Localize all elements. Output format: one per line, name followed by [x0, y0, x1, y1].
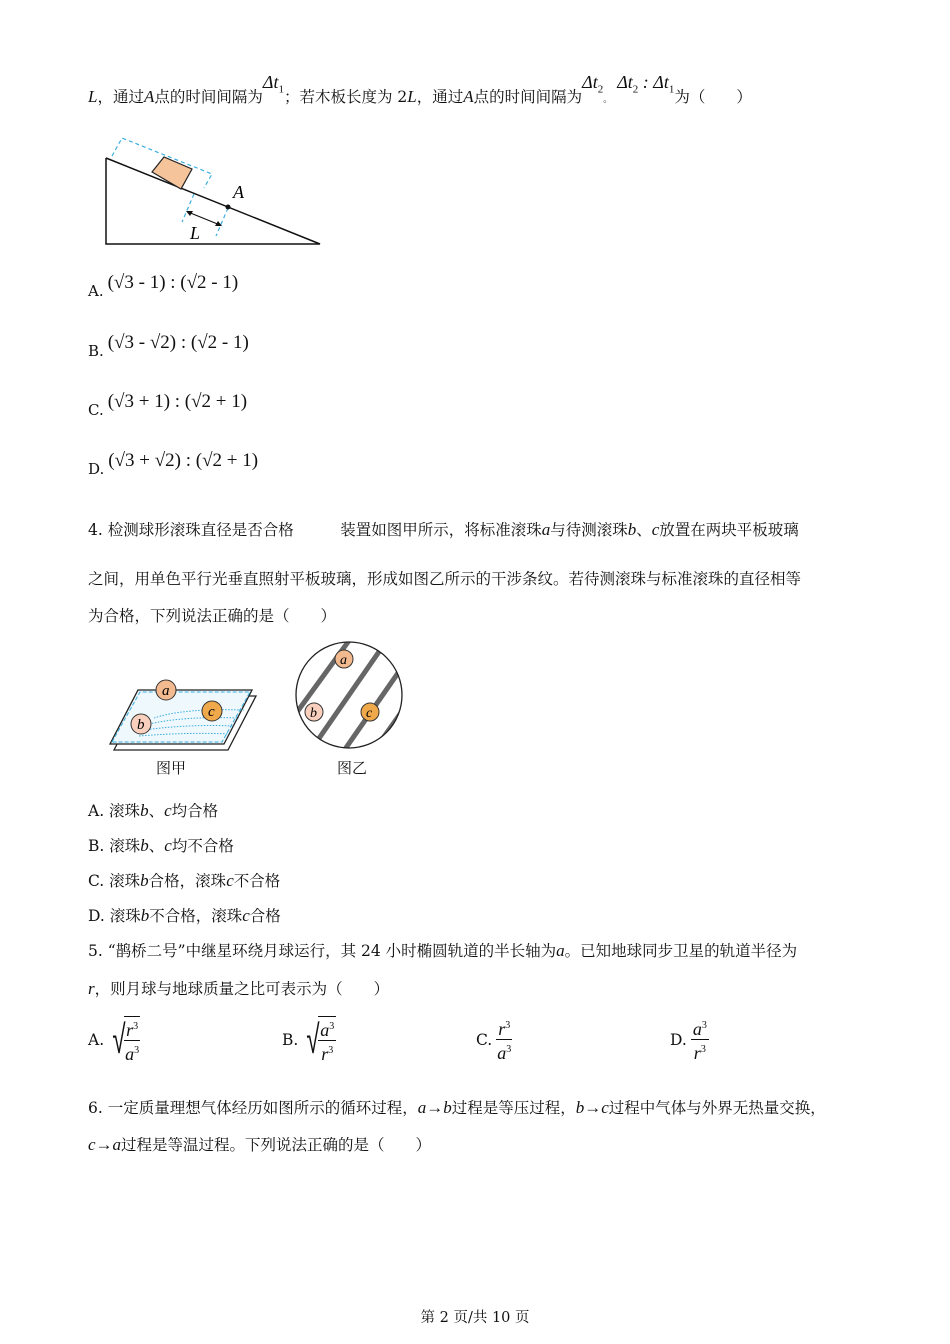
q4-stem-line2: 之间，用单色平行光垂直照射平板玻璃，形成如图乙所示的干涉条纹。若待测滚珠与标准滚珠的直径相等	[88, 570, 802, 588]
text: 过程是等温过程。下列说法正确的是（ ）	[121, 1136, 432, 1154]
fraction	[691, 1016, 709, 1063]
text: 均不合格	[171, 837, 234, 855]
exponent: 3	[328, 1045, 334, 1056]
text: 2	[632, 83, 639, 96]
block	[152, 157, 192, 189]
caption-jia: 图甲	[156, 759, 187, 777]
sqrt	[108, 1016, 140, 1064]
q3-option-b[interactable]	[88, 332, 249, 360]
option-formula: (√3 + 1) : (√2 + 1)	[107, 391, 248, 412]
radical-sign: √	[306, 1017, 320, 1063]
text: 点的时间间隔为	[473, 88, 583, 106]
ball-b-label: b	[310, 706, 317, 721]
text: ，则月球与地球质量之比可表示为（ ）	[94, 980, 390, 998]
incline-figure	[100, 132, 330, 250]
radical-sign: √	[112, 1017, 126, 1063]
text: Δt	[262, 72, 279, 92]
fraction	[496, 1016, 512, 1063]
q5-option-b[interactable]	[282, 1016, 336, 1064]
q4-option-a[interactable]	[88, 801, 218, 821]
text: 、	[148, 837, 165, 855]
option-formula: (√3 - 1) : (√2 - 1)	[107, 272, 239, 293]
text: 。已知地球同步卫星的轨道半径为	[564, 942, 798, 960]
option-letter: C.	[88, 401, 104, 419]
text: 1	[668, 83, 675, 96]
var: b	[627, 520, 637, 539]
text: Δt	[582, 72, 598, 92]
page-footer: 第 2 页/共 10 页	[420, 1310, 530, 1326]
point-A	[226, 205, 231, 210]
q5-option-c[interactable]	[476, 1016, 512, 1063]
numerator: r	[498, 1019, 506, 1039]
text: 不合格，滚珠	[149, 907, 243, 925]
q4-option-d[interactable]	[88, 906, 281, 926]
text: 1	[278, 83, 284, 96]
var: a	[556, 941, 565, 960]
text: 点的时间间隔为	[154, 88, 263, 106]
denominator: r	[693, 1043, 701, 1063]
var: c	[164, 801, 172, 820]
figure-yi	[294, 640, 406, 752]
exponent: 3	[701, 1020, 707, 1031]
denominator: a	[125, 1044, 135, 1064]
numerator: r	[126, 1020, 134, 1040]
text: A. 滚珠	[88, 802, 141, 820]
var: c	[226, 871, 234, 890]
ball-c-label: c	[208, 704, 215, 720]
numerator: a	[692, 1019, 702, 1039]
process-ab: a→b	[417, 1098, 452, 1117]
delta-t2	[582, 72, 604, 96]
q5-stem-line2	[88, 979, 389, 999]
var: c	[164, 836, 172, 855]
option-letter: C.	[476, 1030, 493, 1049]
text: 4. 检测球形滚珠直径是否合格 装置如图甲所示，将标准滚珠	[88, 521, 542, 539]
option-letter: B.	[282, 1031, 299, 1049]
text: 、	[636, 521, 652, 539]
denominator: a	[497, 1043, 507, 1063]
q4-stem-line1	[88, 520, 799, 540]
text: 放置在两块平板玻璃	[659, 521, 799, 539]
var: b	[140, 801, 149, 820]
var: r	[88, 979, 95, 998]
q6-stem-line2	[88, 1135, 431, 1155]
option-letter: D.	[670, 1030, 687, 1049]
caption-yi: 图乙	[337, 759, 368, 777]
figure-jia	[104, 668, 264, 752]
text: ，通过	[97, 88, 144, 106]
ball-c-label: c	[366, 706, 373, 721]
q5-option-d[interactable]	[670, 1016, 709, 1063]
q4-stem-line3: 为合格，下列说法正确的是（ ）	[88, 607, 337, 625]
exponent: 3	[505, 1020, 511, 1031]
text: 2	[597, 83, 604, 96]
process-ca: c→a	[88, 1135, 122, 1154]
var-L: L	[407, 87, 417, 106]
text: 5. “鹊桥二号”中继星环绕月球运行，其 24 小时椭圆轨道的半长轴为	[88, 942, 557, 960]
q4-option-c[interactable]	[88, 871, 280, 891]
text: : Δt	[638, 72, 669, 92]
ratio	[617, 72, 675, 96]
var: b	[140, 871, 149, 890]
text: 。	[603, 95, 613, 105]
exponent: 3	[700, 1044, 706, 1055]
ball-b-label: b	[137, 717, 145, 733]
text: 6. 一定质量理想气体经历如图所示的循环过程，	[88, 1099, 418, 1117]
q4-option-b[interactable]	[88, 836, 234, 856]
q3-option-c[interactable]	[88, 391, 248, 419]
text: D. 滚珠	[88, 907, 141, 925]
exponent: 3	[133, 1021, 139, 1032]
delta-t1	[262, 72, 284, 96]
text: 过程中气体与外界无热量交换，	[608, 1099, 826, 1117]
var-A: A	[463, 87, 474, 106]
process-bc: b→c	[575, 1098, 609, 1117]
ball-a-label: a	[340, 653, 347, 668]
option-letter: A.	[88, 1031, 105, 1049]
var: c	[651, 520, 660, 539]
numerator: a	[320, 1020, 330, 1040]
label-A: A	[233, 182, 244, 202]
option-formula: (√3 - √2) : (√2 - 1)	[107, 332, 249, 353]
text: Δt	[617, 72, 633, 92]
text: 均合格	[171, 802, 219, 820]
sqrt	[302, 1016, 336, 1064]
q3-option-d[interactable]	[88, 450, 259, 478]
exponent: 3	[506, 1044, 512, 1055]
var-L: L	[88, 87, 98, 106]
text: 合格	[249, 907, 281, 925]
text: 与待测滚珠	[550, 521, 628, 539]
var: b	[140, 906, 150, 925]
option-letter: B.	[88, 342, 104, 360]
q5-stem-line1	[88, 941, 797, 961]
exponent: 3	[329, 1021, 335, 1032]
label-L: L	[190, 223, 201, 243]
text: C. 滚珠	[88, 872, 141, 890]
var: b	[140, 836, 149, 855]
var: a	[541, 520, 551, 539]
text: 为（ ）	[674, 88, 752, 106]
q5-option-a[interactable]	[88, 1016, 140, 1064]
exponent: 3	[134, 1045, 140, 1056]
option-letter: A.	[88, 282, 104, 300]
dashed-mark	[182, 194, 194, 222]
option-letter: D.	[88, 460, 105, 478]
q6-stem-line1	[88, 1098, 826, 1118]
var-A: A	[143, 87, 155, 106]
text: 过程是等压过程，	[451, 1099, 576, 1117]
text: B. 滚珠	[88, 837, 141, 855]
text: ，通过	[416, 88, 464, 106]
ball-a-label: a	[162, 683, 170, 699]
text: 、	[148, 802, 165, 820]
option-formula: (√3 + √2) : (√2 + 1)	[108, 450, 259, 471]
var: c	[242, 906, 250, 925]
text: ；若木板长度为 2	[283, 88, 408, 106]
q3-option-a[interactable]	[88, 272, 239, 300]
text: 合格，滚珠	[148, 872, 227, 890]
text: 不合格	[233, 872, 281, 890]
incline-triangle	[106, 158, 320, 244]
denominator: r	[321, 1044, 329, 1064]
